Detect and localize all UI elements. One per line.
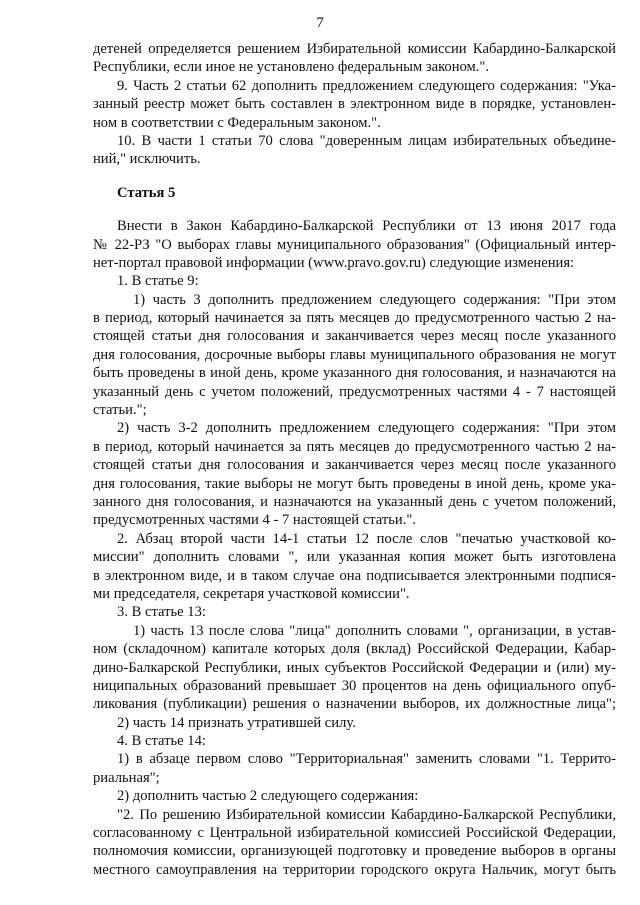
text-line: 2. Абзац второй части 14-1 статьи 12 после слов "печатью участковой ко-: [117, 530, 616, 547]
text-line: 1) в абзаце первом слово "Территориальная" заменить словами "1. Террито-: [117, 751, 616, 768]
document-body: [93, 40, 616, 879]
text-line: риальная";: [93, 769, 160, 786]
text-line: ми председателя, секретаря участковой комиссии".: [93, 585, 410, 602]
text-line: местного самоуправления на территории городского округа Нальчик, могут быть: [93, 861, 616, 878]
page-number: 7: [316, 15, 324, 31]
text-line: в электронном виде, и в таком случае она подписывается электронными подпися-: [93, 567, 616, 584]
text-line: 4. В статье 14:: [117, 733, 206, 750]
text-line: ний," исключить.: [93, 151, 201, 168]
paragraph-gap: [93, 169, 616, 184]
text-line: указанный день с учетом положений, предусмотренных частями 4 - 7 настоящей: [93, 383, 616, 400]
text-line: 2) часть 3-2 дополнить предложением следующего содержания: "При этом: [117, 420, 616, 437]
text-line: № 22-РЗ "О выборах главы муниципального образования" (Официальный интер-: [93, 236, 616, 253]
text-line: Внести в Закон Кабардино-Балкарской Республики от 13 июня 2017 года: [117, 218, 616, 235]
text-line: в период, который начинается за пять месяцев до предусмотренного частью 2 на-: [93, 438, 616, 455]
text-line: дня голосования, досрочные выборы главы муниципального образования не могут: [93, 346, 616, 363]
text-line: дня голосования, такие выборы не могут быть проведены в иной день, кроме ука-: [93, 475, 616, 492]
text-line: стоящей статьи дня голосования и заканчивается через месяц после указанного: [93, 457, 616, 474]
text-line: нет-портал правовой информации (www.pravo.gov.ru) следующие изменения:: [93, 254, 575, 271]
text-line: "2. По решению Избирательной комиссии Кабардино-Балкарской Республики,: [117, 806, 616, 823]
text-line: ликования (публикации) решения о назначении выборов, их должностные лица";: [93, 696, 616, 713]
text-line: занного дня голосования, и назначаются на указанный день с учетом положений,: [93, 493, 616, 510]
text-line: 3. В статье 13:: [117, 604, 206, 621]
text-line: полномочия комиссии, организующей подготовку и проведение выборов в органы: [93, 843, 616, 860]
text-line: ниципальных образований превышает 30 процентов на день официального опуб-: [93, 677, 616, 694]
text-line: статьи.";: [93, 402, 147, 419]
text-line: миссии" дополнить словами ", или указанная копия может быть изготовлена: [93, 549, 616, 566]
text-line: согласованному с Центральной избирательной комиссией Российской Федерации,: [93, 825, 616, 842]
text-line: стоящей статьи дня голосования и заканчивается через месяц после указанного: [93, 328, 616, 345]
text-line: в период, который начинается за пять месяцев до предусмотренного частью 2 на-: [93, 310, 616, 327]
text-line: 10. В части 1 статьи 70 слова "доверенным лицам избирательных объедине-: [117, 132, 616, 149]
text-line: занный реестр может быть составлен в электронном виде в порядке, установлен-: [93, 96, 616, 113]
text-line: 2) дополнить частью 2 следующего содержания:: [117, 788, 419, 805]
text-line: 2) часть 14 признать утратившей силу.: [117, 714, 356, 731]
paragraph-gap: [93, 202, 616, 217]
text-line: быть проведены в иной день, кроме указанного дня голосования, и назначаются на: [93, 365, 616, 382]
text-line: ном (складочном) капитале которых доля (вклад) Российской Федерации, Кабар-: [93, 641, 616, 658]
text-line: 1. В статье 9:: [117, 273, 199, 290]
text-line: ном в соответствии с Федеральным законом.".: [93, 114, 381, 131]
text-line: предусмотренных частями 4 - 7 настоящей статьи.".: [93, 512, 417, 529]
article-heading: Статья 5: [117, 184, 176, 201]
text-line: 1) часть 13 после слова "лица" дополнить словами ", организации, в устав-: [133, 622, 616, 639]
text-line: 9. Часть 2 статьи 62 дополнить предложением следующего содержания: "Ука-: [117, 77, 616, 94]
text-line: детеней определяется решением Избирательной комиссии Кабардино-Балкарской: [93, 41, 616, 57]
text-line: дино-Балкарской Республики, иных субъектов Российской Федерации и (или) му-: [93, 659, 616, 676]
text-line: 1) часть 3 дополнить предложением следующего содержания: "При этом: [133, 291, 616, 308]
text-line: Республики, если иное не установлено федеральным законом.".: [93, 59, 490, 76]
